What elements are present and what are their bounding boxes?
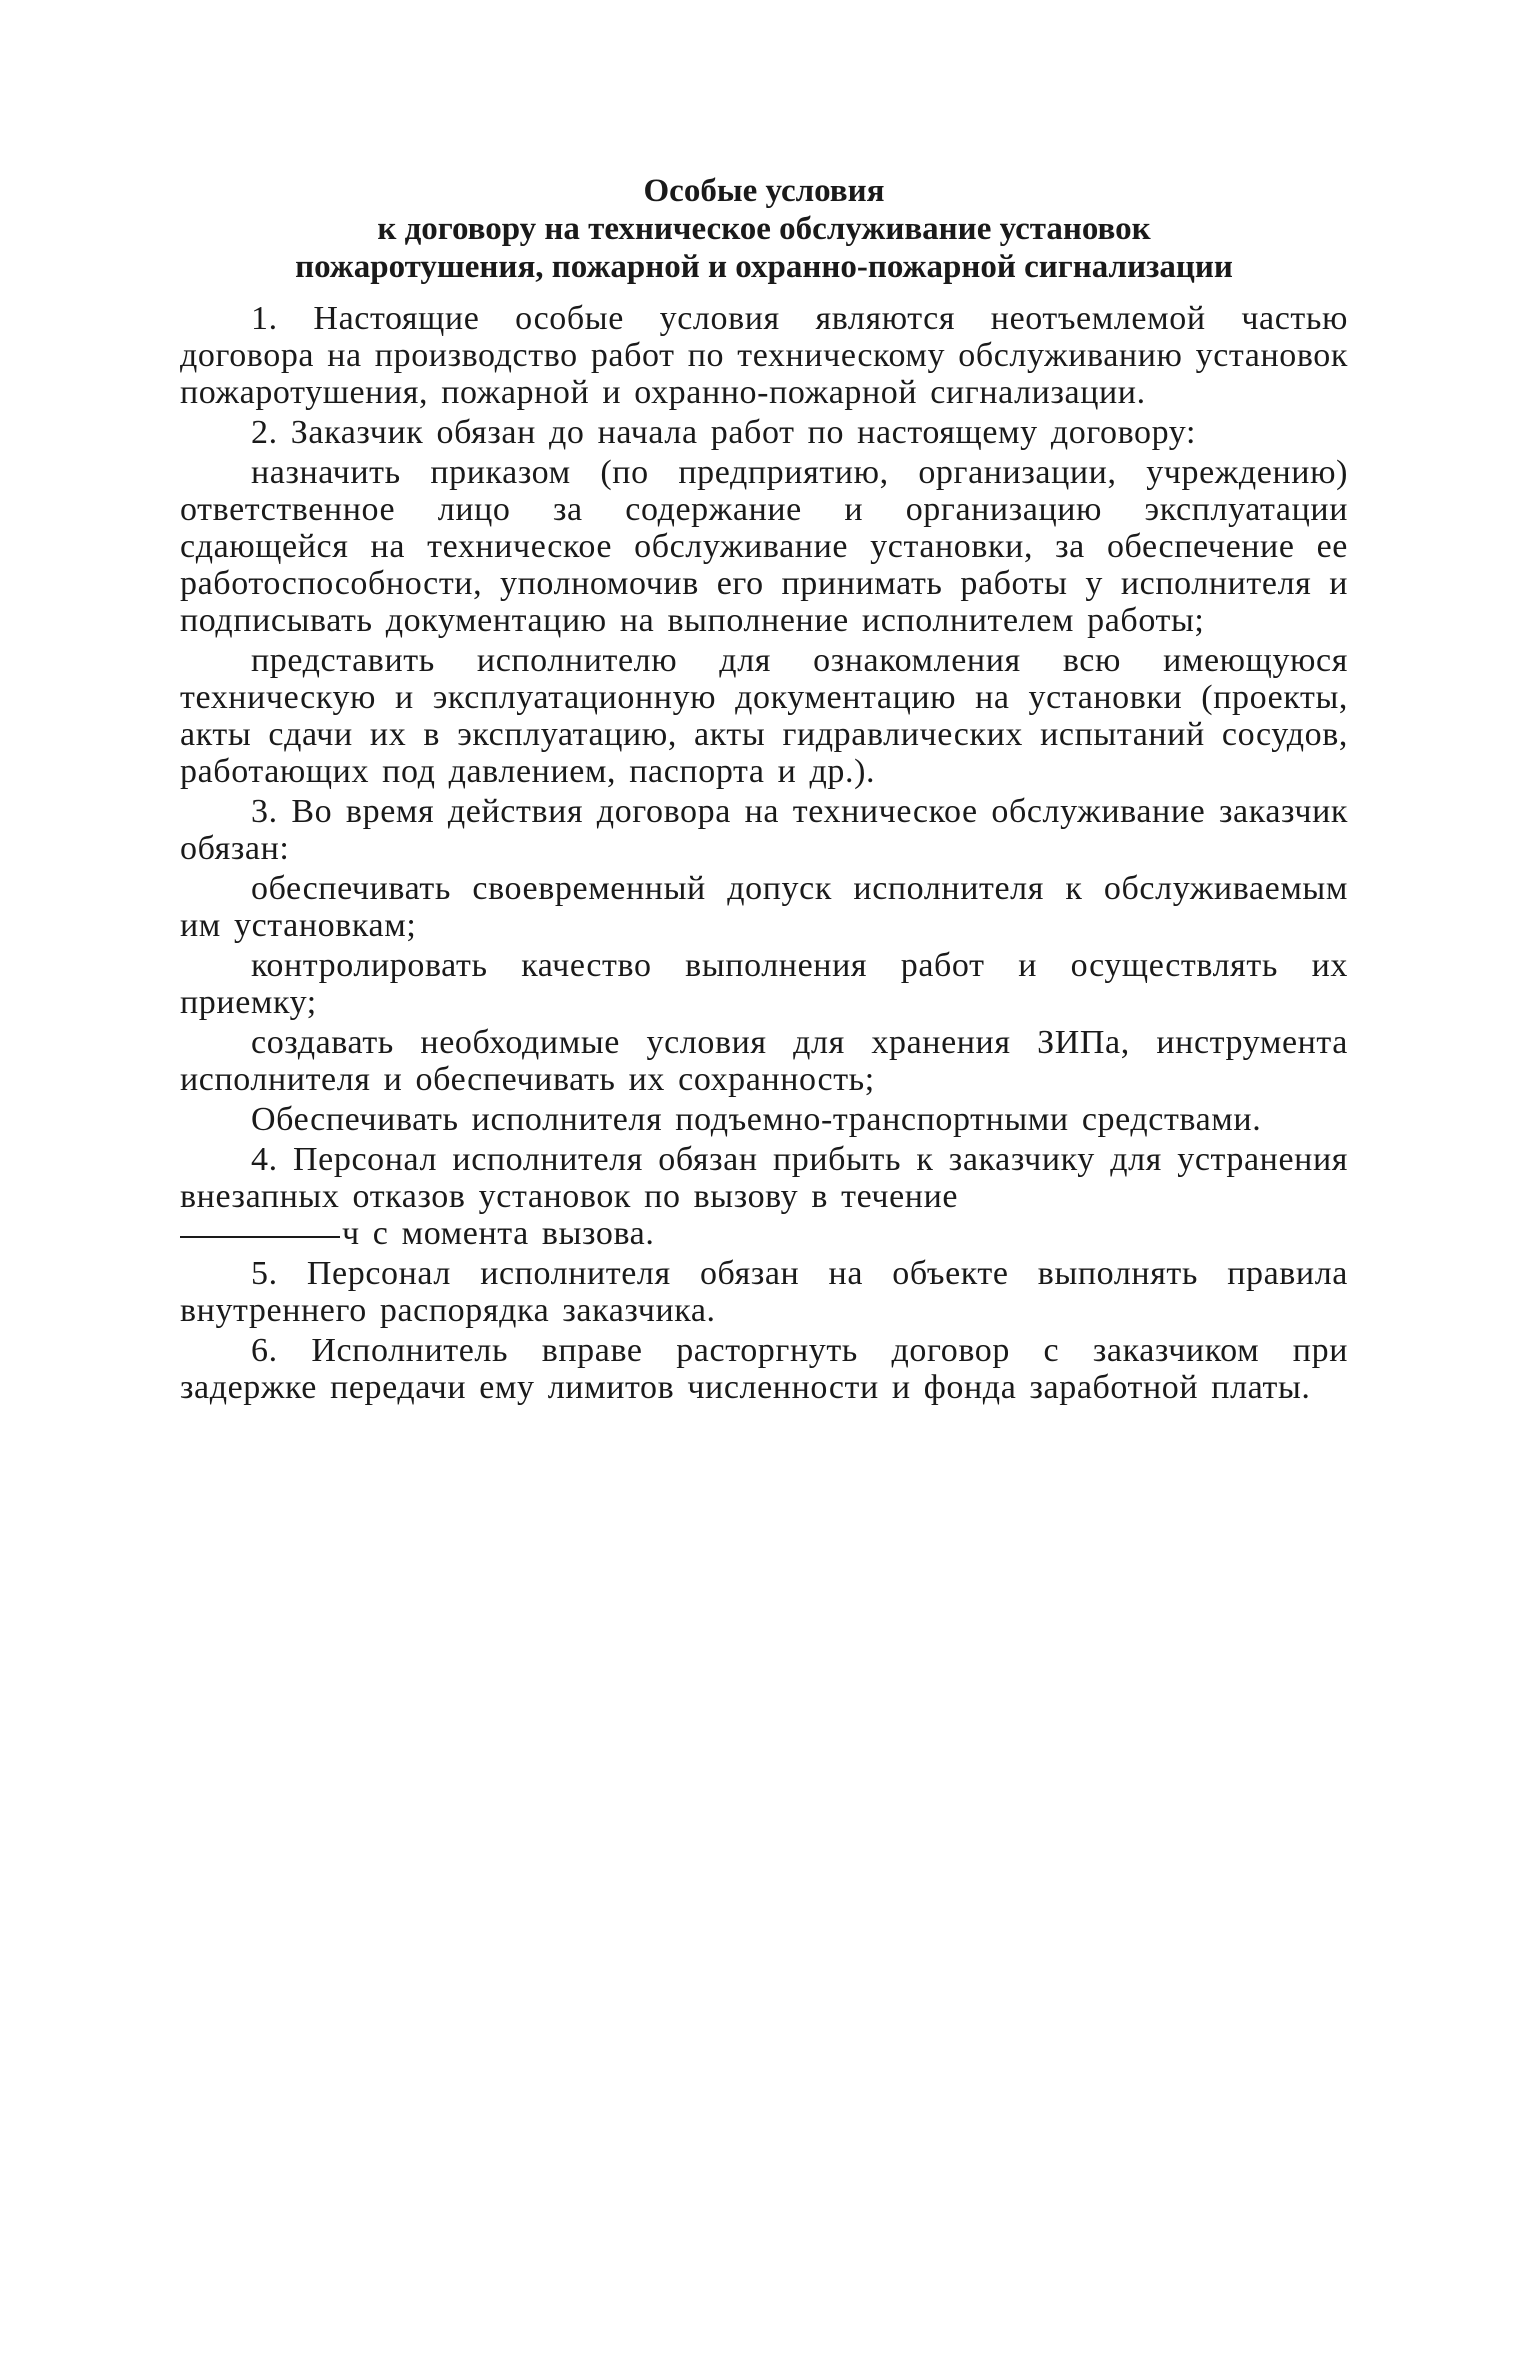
paragraph-3-item-4: Обеспечивать исполнителя подъемно-транспортными средствами.	[251, 1101, 1262, 1138]
paragraph-3-item-2: контролировать качество выполнения работ и осуществлять их приемку;	[180, 947, 1348, 1021]
paragraph-5: 5. Персонал исполнителя обязан на объекте выполнять правила внутреннего распорядка заказчика.	[180, 1255, 1348, 1329]
paragraph-1: 1. Настоящие особые условия являются неотъемлемой частью договора на производство работ по техническому обслуживанию установок пожаротушения, пожарной и охранно-пожарной сигнализации.	[180, 300, 1348, 411]
paragraph-3-item-3: создавать необходимые условия для хранения ЗИПа, инструмента исполнителя и обеспечивать их сохранность;	[180, 1024, 1348, 1098]
paragraph-2-item-2: представить исполнителю для ознакомления всю имеющуюся техническую и эксплуатационную документацию на установки (проекты, акты сдачи их в эксплуатацию, акты гидравлических испытаний сосудов, работающих под давлением, паспорта и др.).	[180, 642, 1348, 790]
document-title	[180, 172, 1348, 286]
paragraph-2-item-1: назначить приказом (по предприятию, организации, учреждению) ответственное лицо за содержание и организацию эксплуатации сдающейся на техническое обслуживание установки, за обеспечение ее работоспособности, уполномочив его принимать работы у исполнителя и подписывать документацию на выполнение исполнителем работы;	[180, 454, 1348, 639]
title-line-1: Особые условия	[643, 173, 885, 209]
blank-line	[180, 1236, 340, 1238]
title-line-3: пожаротушения, пожарной и охранно-пожарной сигнализации	[295, 249, 1233, 285]
paragraph-6: 6. Исполнитель вправе расторгнуть договор с заказчиком при задержке передачи ему лимитов численности и фонда заработной платы.	[180, 1332, 1348, 1406]
paragraph-2: 2. Заказчик обязан до начала работ по настоящему договору:	[251, 414, 1196, 451]
paragraph-4-block	[180, 1141, 1348, 1252]
paragraph-4-tail: ч с момента вызова.	[342, 1215, 655, 1252]
document-page	[180, 172, 1348, 1409]
paragraph-4: 4. Персонал исполнителя обязан прибыть к заказчику для устранения внезапных отказов установок по вызову в течение	[180, 1141, 1348, 1215]
paragraph-3-item-1: обеспечивать своевременный допуск исполнителя к обслуживаемым им установкам;	[180, 870, 1348, 944]
title-line-2: к договору на техническое обслуживание установок	[377, 211, 1151, 247]
paragraph-3: 3. Во время действия договора на техническое обслуживание заказчик обязан:	[180, 793, 1348, 867]
paragraph-4-continuation	[180, 1215, 1348, 1252]
